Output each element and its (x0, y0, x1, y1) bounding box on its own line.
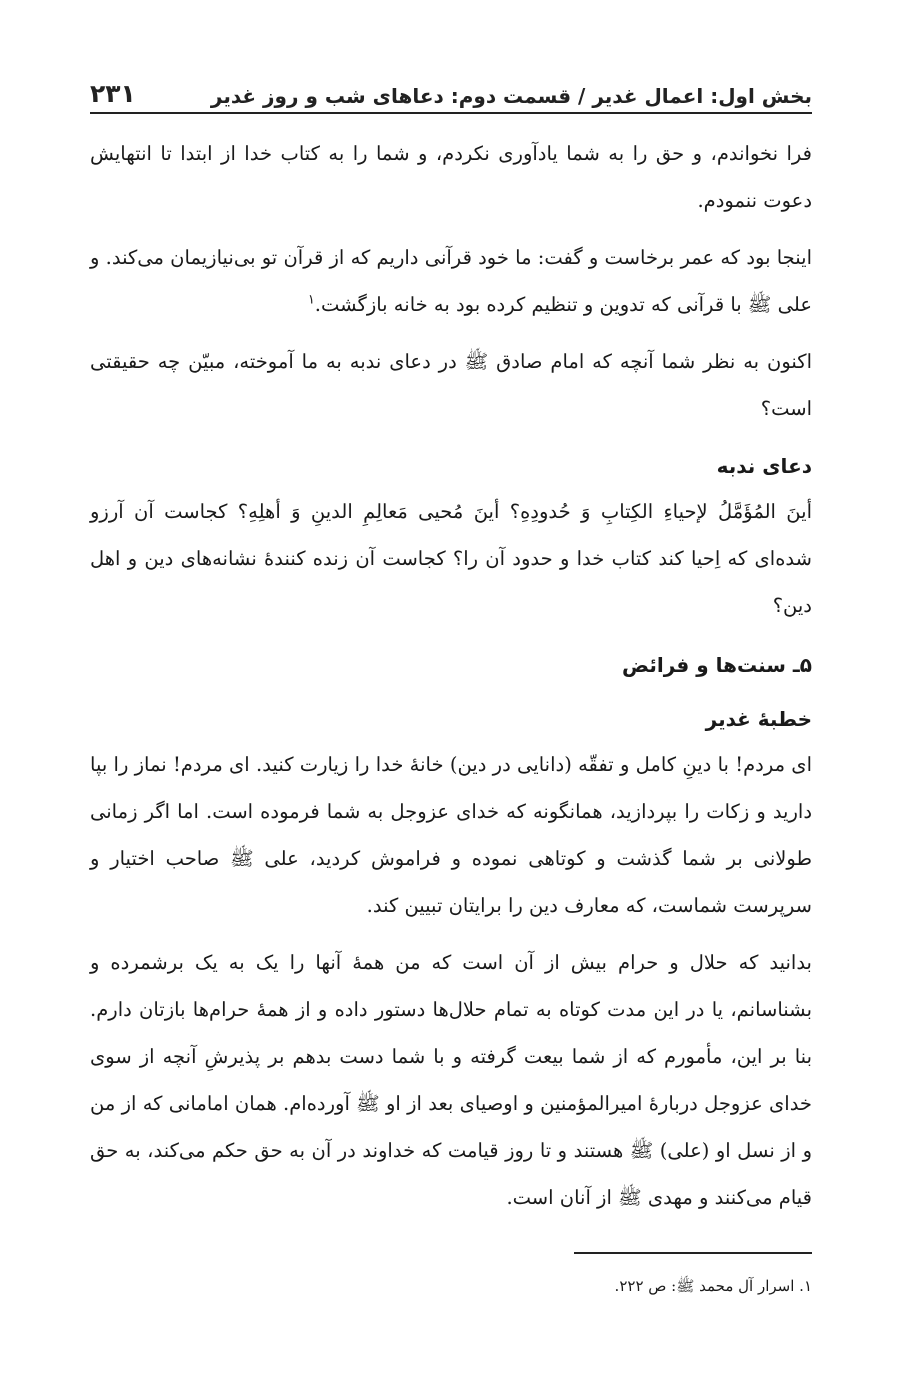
paragraph: بدانید که حلال و حرام بیش از آن است که من همهٔ آنها را یک به یک برشمرده و بشناسانم، یا در این مدت کوتاه به تمام حلال‌ها دستور داده و از همهٔ حرام‌ها بازتان دارم. بنا بر این، مأمورم که از شما بیعت گرفته و با شما دست بدهم بر پذیرشِ آنچه از سوی خدای عزوجل دربارهٔ امیرالمؤمنین و اوصیای بعد از او ﷺ آورده‌ام. همان امامانی که از من و از نسل او (علی) ﷺ هستند و تا روز قیامت که خداوند در آن به حق حکم می‌کند، به حق قیام می‌کنند و مهدی ﷺ از آنان است. (90, 951, 812, 1209)
paragraph: اکنون به نظر شما آنچه که امام صادق ﷺ در دعای ندبه به ما آموخته، مبیّن چه حقیقتی است؟ (90, 350, 812, 420)
section-heading: ۵ـ سنت‌ها و فرائض (622, 653, 812, 677)
footnote-reference: ۱ (307, 292, 315, 308)
paragraph (90, 234, 812, 328)
section-heading: خطبهٔ غدیر (705, 707, 812, 731)
running-header (90, 62, 812, 114)
paragraph: فرا نخواندم، و حق را به شما یادآوری نکردم، و شما را به کتاب خدا از ابتدا تا انتهایش دعوت ننمودم. (90, 142, 812, 212)
footnote-divider (574, 1252, 812, 1254)
footnote: ۱. اسرار آل محمد ﷺ: ص ۲۲۲. (614, 1277, 812, 1295)
paragraph: أینَ المُؤَمَّلُ لإحیاءِ الکِتابِ وَ حُدودِهِ؟ أینَ مُحیی مَعالِمِ الدینِ وَ أهلِهِ؟ کجاست آن آرزو شده‌ای که اِحیا کند کتاب خدا و حدود آن را؟ کجاست آن زنده کنندهٔ نشانه‌های دین و اهل دین؟ (90, 500, 812, 617)
book-page (90, 62, 812, 1295)
running-title: بخش اول: اعمال غدیر / قسمت دوم: دعاهای شب و روز غدیر (210, 84, 812, 108)
paragraph: ای مردم! با دینِ کامل و تفقّه (دانایی در دین) خانهٔ خدا را زیارت کنید. ای مردم! نماز را بپا دارید و زکات را بپردازید، همانگونه که خدای عزوجل به شما فرموده است. اما اگر زمانی طولانی بر شما گذشت و کوتاهی نموده و فراموش کردید، علی ﷺ صاحب اختیار و سرپرست شماست، که معارف دین را برایتان تبیین کند. (90, 753, 812, 917)
page-number: ۲۳۱ (90, 79, 136, 108)
paragraph-text: اینجا بود که عمر برخاست و گفت: ما خود قرآنی داریم که از قرآن تو بی‌نیازیمان می‌کند. و علی ﷺ با قرآنی که تدوین و تنظیم کرده بود به خانه بازگشت. (90, 246, 812, 316)
page-body (90, 130, 812, 1221)
section-heading: دعای ندبه (716, 454, 812, 478)
